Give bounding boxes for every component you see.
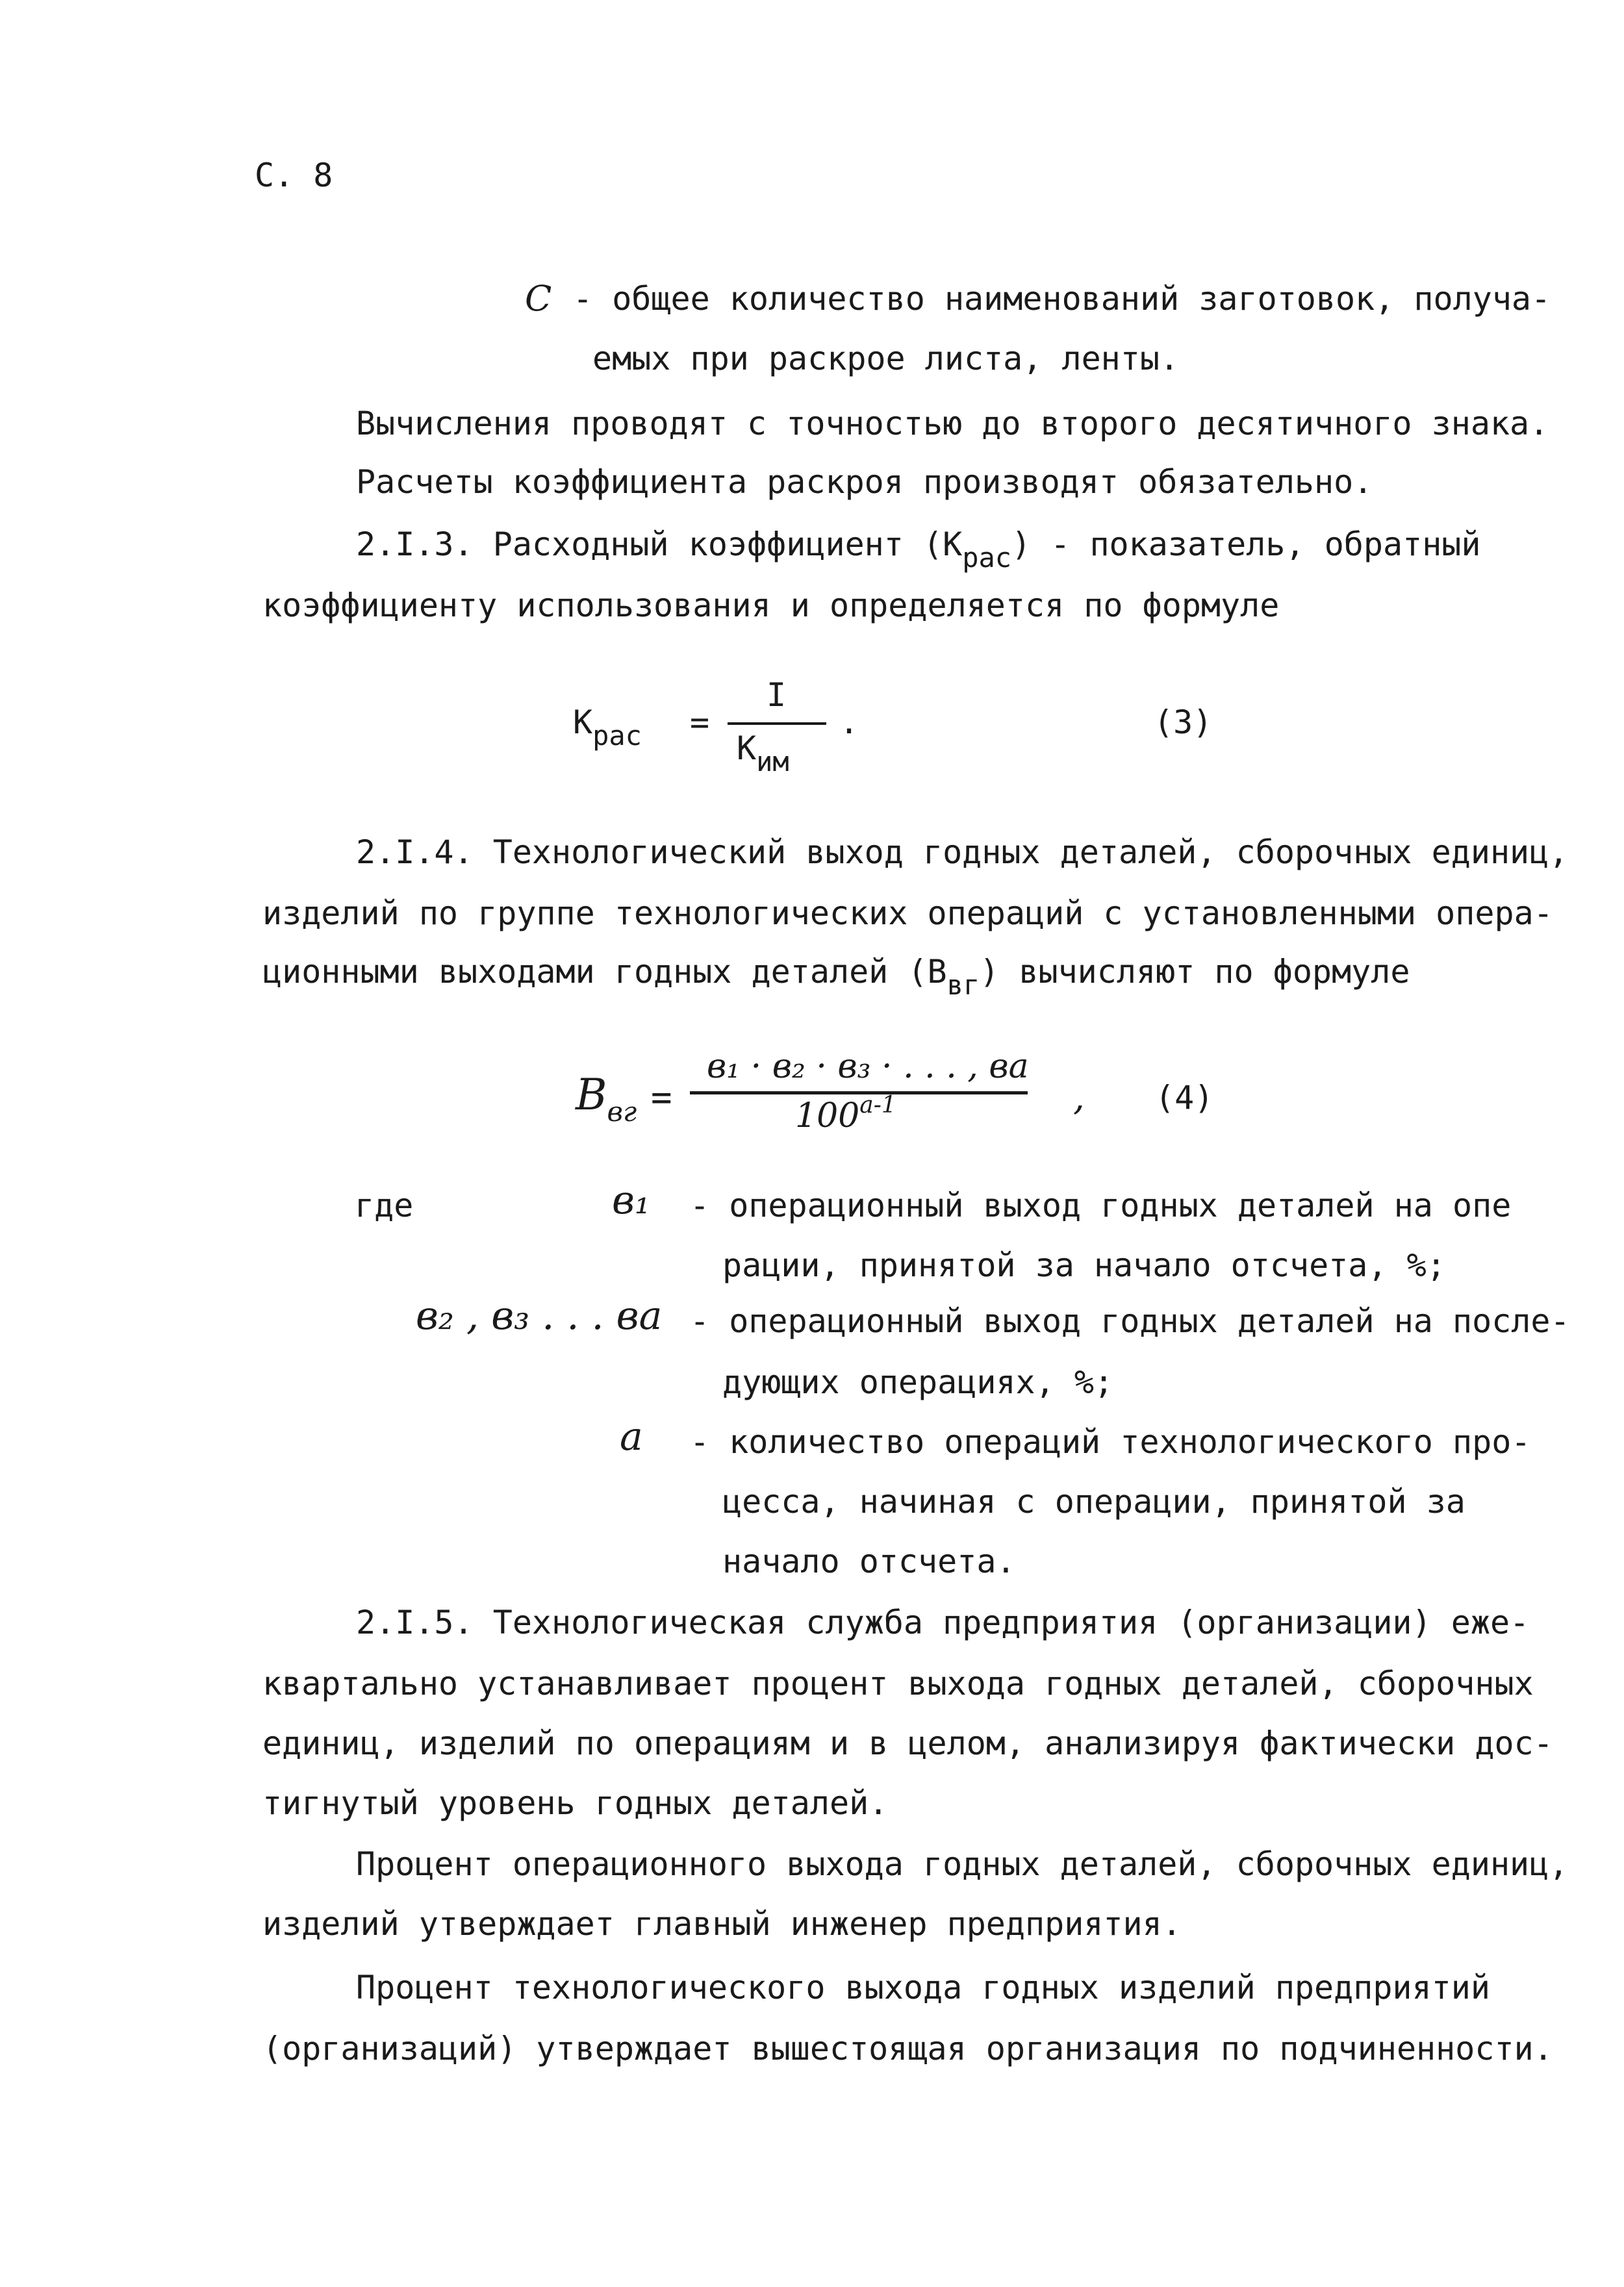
s215-line1: 2.І.5. Технологическая служба предприятия (организации) еже- xyxy=(356,1604,1530,1641)
formula4-numerator: в₁ · в₂ · в₃ · . . . , вa xyxy=(707,1047,1029,1086)
s215-line3: единиц, изделий по операциям и в целом, анализируя фактически дос- xyxy=(262,1725,1553,1762)
page-number: С. 8 xyxy=(255,157,333,194)
s214-line2: изделий по группе технологических операций с установленными опера- xyxy=(262,894,1553,932)
formula3-number: (3) xyxy=(1154,703,1213,741)
formula4-denominator: 100$^{a-1}$ xyxy=(795,1092,896,1135)
def1-symbol: в₁ xyxy=(612,1178,650,1223)
formula4-lhs: $В_{вг}$ xyxy=(576,1070,637,1128)
s213-line2: коэффициенту использования и определяется по формуле xyxy=(262,587,1280,624)
formula3-equals: = xyxy=(690,703,710,741)
para-chief-line2: изделий утверждает главный инженер предприятия. xyxy=(262,1905,1182,1943)
formula3-denominator: $К_{им}$ xyxy=(737,729,789,777)
symbol-c: C xyxy=(525,278,552,319)
formula3-numerator: І xyxy=(767,676,787,714)
formula3-lhs: $К_{рас}$ xyxy=(573,703,642,752)
para-precision: Вычисления проводят с точностью до второго десятичного знака. xyxy=(356,405,1549,442)
def3-line2: цесса, начиная с операции, принятой за xyxy=(722,1483,1465,1521)
para-mandatory: Расчеты коэффициента раскроя производят обязательно. xyxy=(356,463,1373,501)
formula4-fraction-line xyxy=(690,1091,1028,1094)
def3-line1: - количество операций технологического про- xyxy=(690,1423,1531,1461)
formula4-number: (4) xyxy=(1155,1079,1214,1117)
para-chief-line1: Процент операционного выхода годных деталей, сборочных единиц, xyxy=(356,1845,1569,1883)
para-org-line2: (организаций) утверждает вышестоящая организация по подчиненности. xyxy=(262,2030,1553,2067)
def2-line2: дующих операциях, %; xyxy=(722,1363,1114,1401)
def1-line1: - операционный выход годных деталей на опе xyxy=(690,1187,1512,1224)
s213-line1: 2.І.3. Расходный коэффициент $(К_{рас})$ - показатель, обратный xyxy=(356,525,1481,574)
formula3-end: . xyxy=(839,703,859,741)
para-org-line1: Процент технологического выхода годных изделий предприятий xyxy=(356,1969,1490,2006)
where-label: где xyxy=(355,1187,414,1224)
formula3-fraction-line xyxy=(728,722,826,725)
def3-symbol: a xyxy=(620,1414,643,1459)
s215-line2: квартально устанавливает процент выхода годных деталей, сборочных xyxy=(262,1665,1534,1702)
s214-line1: 2.І.4. Технологический выход годных деталей, сборочных единиц, xyxy=(356,833,1569,871)
c-def-line2: емых при раскрое листа, ленты. xyxy=(592,340,1180,377)
def3-line3: начало отсчета. xyxy=(722,1543,1016,1580)
s215-line4: тигнутый уровень годных деталей. xyxy=(262,1784,889,1822)
formula4-end: , xyxy=(1073,1076,1085,1118)
c-def-line1: - общее количество наименований заготовок, получа- xyxy=(573,280,1551,318)
formula4-equals: = xyxy=(651,1077,672,1118)
s214-line3: ционными выходами годных деталей $(В_{вг})$ вычисляют по формуле xyxy=(262,953,1410,1001)
def2-symbol: в₂ , в₃ . . . вa xyxy=(416,1293,663,1339)
def2-line1: - операционный выход годных деталей на после- xyxy=(690,1302,1570,1340)
def1-line2: рации, принятой за начало отсчета, %; xyxy=(722,1246,1446,1284)
